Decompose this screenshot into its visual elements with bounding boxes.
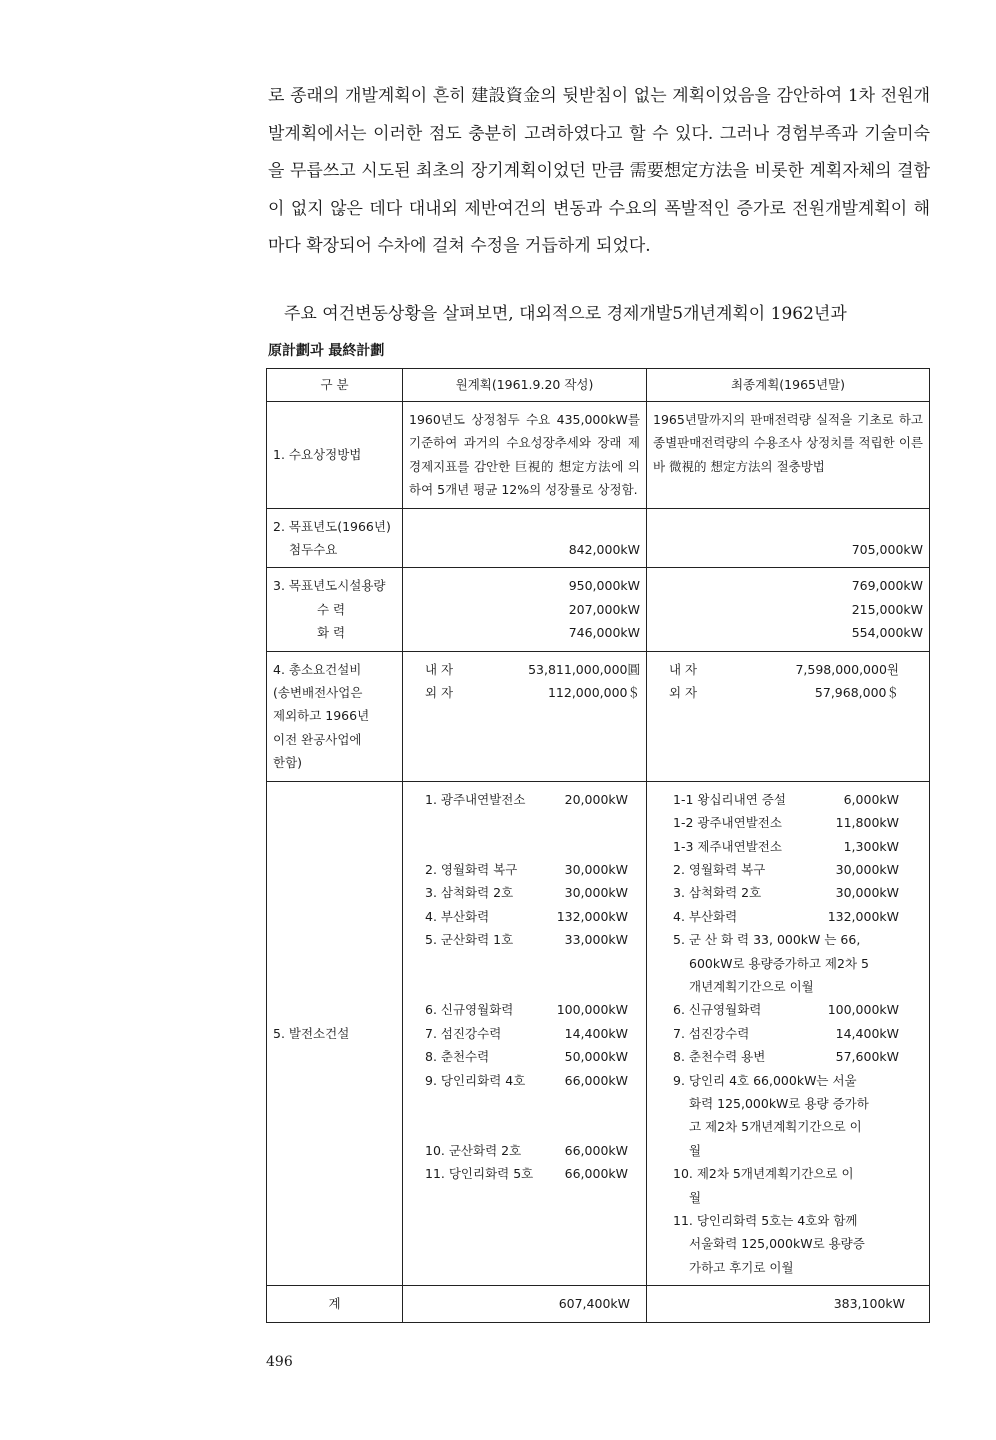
item-name: 1-1 왕십리내연 증설 [673,791,786,807]
row3-final-total: 769,000kW [851,578,923,594]
item-value: 100,000kW [827,1002,899,1018]
list-item [673,1045,923,1068]
item-name: 3. 삼척화력 2호 [673,885,762,901]
list-item [673,858,923,881]
item-value: 53,811,000,000圓 [528,661,640,677]
list-item [425,1139,630,1162]
row3-final-thermal: 554,000kW [851,625,923,641]
table-caption: 原計劃과 最終計劃 [268,343,385,359]
list-item [425,881,630,904]
item-value: 33,000kW [564,932,628,948]
item-value: 50,000kW [564,1049,628,1065]
item-value: 66,000kW [564,1142,628,1158]
row3-original-hydro: 207,000kW [568,601,640,617]
list-item-cont: 고 제2차 5개년계획기간으로 이 [689,1119,862,1135]
item-value: 7,598,000,000원 [795,661,899,677]
table-row [267,781,930,1286]
page-number: 496 [266,1354,293,1370]
list-item [425,928,630,951]
list-item [673,998,923,1021]
list-item [425,1022,630,1045]
row3-original-thermal: 746,000kW [568,625,640,641]
total-label: 계 [267,1286,403,1322]
row3-label-hydro: 수 력 [317,601,346,617]
list-item [425,788,630,811]
item-value: 66,000kW [564,1166,628,1182]
item-name: 4. 부산화력 [673,908,738,924]
list-item [673,881,923,904]
item-name: 7. 섬진강수력 [673,1025,750,1041]
row3-original [403,568,647,651]
item-value: 30,000kW [835,885,899,901]
item-value: 57,968,000＄ [814,685,899,701]
row2-original: 842,000kW [403,508,647,568]
item-value: 11,800kW [835,815,899,831]
item-name: 1-3 제주내연발전소 [673,838,782,854]
row5-original [403,781,647,1286]
list-item [425,1069,630,1092]
table-row [267,568,930,651]
row4-original [403,651,647,781]
row3-label [267,568,403,651]
row4-original-domestic [409,658,640,681]
item-name: 10. 군산화력 2호 [425,1142,522,1158]
item-name: 5. 군산화력 1호 [425,932,514,948]
item-name: 8. 춘천수력 용변 [673,1049,766,1065]
list-item: 10. 제2차 5개년계획기간으로 이 [673,1166,854,1182]
list-item-cont: 가하고 후기로 이월 [689,1259,794,1275]
row4-original-foreign [409,681,640,704]
body-paragraph-2: 주요 여건변동상황을 살펴보면, 대외적으로 경제개발5개년계획이 1962년과 [284,304,847,324]
table-row [267,402,930,509]
list-item [673,905,923,928]
row4-label-line: 제외하고 1966년 [273,708,370,724]
item-value: 30,000kW [564,885,628,901]
item-value: 66,000kW [564,1072,628,1088]
row1-label: 1. 수요상정방법 [267,402,403,509]
header-final-plan: 최종계획(1965년말) [647,369,930,402]
row4-label [267,651,403,781]
item-value: 14,400kW [835,1025,899,1041]
row1-final: 1965년말까지의 판매전력량 실적을 기초로 하고 종별판매전력량의 수용조사 상정치를 적립한 이른바 微視的 想定方法의 절충방법 [647,402,930,509]
row4-label-line: 이전 완공사업에 [273,731,362,747]
total-original: 607,400kW [403,1286,647,1322]
item-name: 2. 영월화력 복구 [673,861,766,877]
list-item [425,998,630,1021]
list-item: 11. 당인리화력 5호는 4호와 함께 [673,1213,858,1228]
list-item [425,1045,630,1068]
row5-label: 5. 발전소건설 [267,781,403,1286]
list-item-cont: 화력 125,000kW로 용량 증가하 [689,1095,869,1111]
row4-label-line: 한함) [273,755,303,771]
row4-final [647,651,930,781]
list-item-cont: 월 [689,1142,702,1158]
row2-label-line1: 2. 목표년도(1966년) [273,518,391,534]
item-name: 내 자 [669,661,698,677]
row4-label-line: 4. 총소요건설비 [273,661,362,677]
item-name: 3. 삼척화력 2호 [425,885,514,901]
row3-label-thermal: 화 력 [317,625,346,641]
item-value: 30,000kW [835,861,899,877]
row5-final [647,781,930,1286]
list-item [673,811,923,834]
list-item-cont: 월 [689,1189,702,1205]
list-item: 5. 군 산 화 력 33, 000kW 는 66, [673,932,861,948]
item-value: 1,300kW [843,838,899,854]
item-name: 11. 당인리화력 5호 [425,1166,534,1182]
list-item [673,1022,923,1045]
item-value: 14,400kW [564,1025,628,1041]
item-name: 2. 영월화력 복구 [425,861,518,877]
table-header-row [267,369,930,402]
item-value: 57,600kW [835,1049,899,1065]
item-name: 4. 부산화력 [425,908,490,924]
item-name: 7. 섬진강수력 [425,1025,502,1041]
row1-original: 1960년도 상정첨두 수요 435,000kW를 기준하여 과거의 수요성장추세와 장래 제경제지표를 감안한 巨視的 想定方法에 의하여 5개년 평균 12%의 성장률로 상정함. [403,402,647,509]
body-paragraph-1: 로 종래의 개발계획이 흔히 建設資金의 뒷받침이 없는 계획이었음을 감안하여 1차 전원개발계획에서는 이러한 점도 충분히 고려하였다고 할 수 있다. 그러나 경험부족과 기술미숙을 무릅쓰고 시도된 최초의 장기계획이었던 만큼 需要想定方法을 비롯한 계획자체의 결함이 없지 않은 데다 대내외 제반여건의 변동과 수요의 폭발적인 증가로 전원개발계획이 해마다 확장되어 수차에 걸쳐 수정을 거듭하게 되었다. [268,86,930,256]
table-row [267,508,930,568]
row2-final: 705,000kW [647,508,930,568]
row2-label-line2: 첨두수요 [289,542,338,558]
row3-final-hydro: 215,000kW [851,601,923,617]
list-item: 9. 당인리 4호 66,000kW는 서울 [673,1072,857,1088]
item-name: 1-2 광주내연발전소 [673,815,782,831]
list-item [425,858,630,881]
list-item [673,835,923,858]
item-value: 100,000kW [556,1002,628,1018]
table-row [267,651,930,781]
plan-comparison-table [266,368,930,1323]
item-name: 1. 광주내연발전소 [425,791,526,807]
list-item [425,1162,630,1185]
list-item-cont: 600kW로 용량증가하고 제2차 5 [689,955,869,971]
item-name: 6. 신규영월화력 [673,1002,762,1018]
total-final: 383,100kW [647,1286,930,1322]
item-name: 외 자 [425,685,454,701]
list-item-cont: 서울화력 125,000kW로 용량증 [689,1236,865,1252]
item-value: 132,000kW [827,908,899,924]
item-name: 내 자 [425,661,454,677]
row4-final-foreign [653,681,923,704]
row3-final [647,568,930,651]
header-category: 구 분 [267,369,403,402]
item-value: 132,000kW [556,908,628,924]
list-item [425,905,630,928]
item-value: 30,000kW [564,861,628,877]
item-value: 20,000kW [564,791,628,807]
header-original-plan: 원계획(1961.9.20 작성) [403,369,647,402]
row3-label-main: 3. 목표년도시설용량 [273,578,386,594]
item-name: 9. 당인리화력 4호 [425,1072,526,1088]
item-value: 6,000kW [843,791,899,807]
list-item [673,788,923,811]
row2-label [267,508,403,568]
row4-label-line: (송변배전사업은 [273,685,363,701]
row3-original-total: 950,000kW [568,578,640,594]
item-name: 8. 춘천수력 [425,1049,490,1065]
item-name: 6. 신규영월화력 [425,1002,514,1018]
row4-final-domestic [653,658,923,681]
item-name: 외 자 [669,685,698,701]
table-total-row [267,1286,930,1322]
item-value: 112,000,000＄ [547,685,640,701]
list-item-cont: 개년계획기간으로 이월 [689,978,814,994]
